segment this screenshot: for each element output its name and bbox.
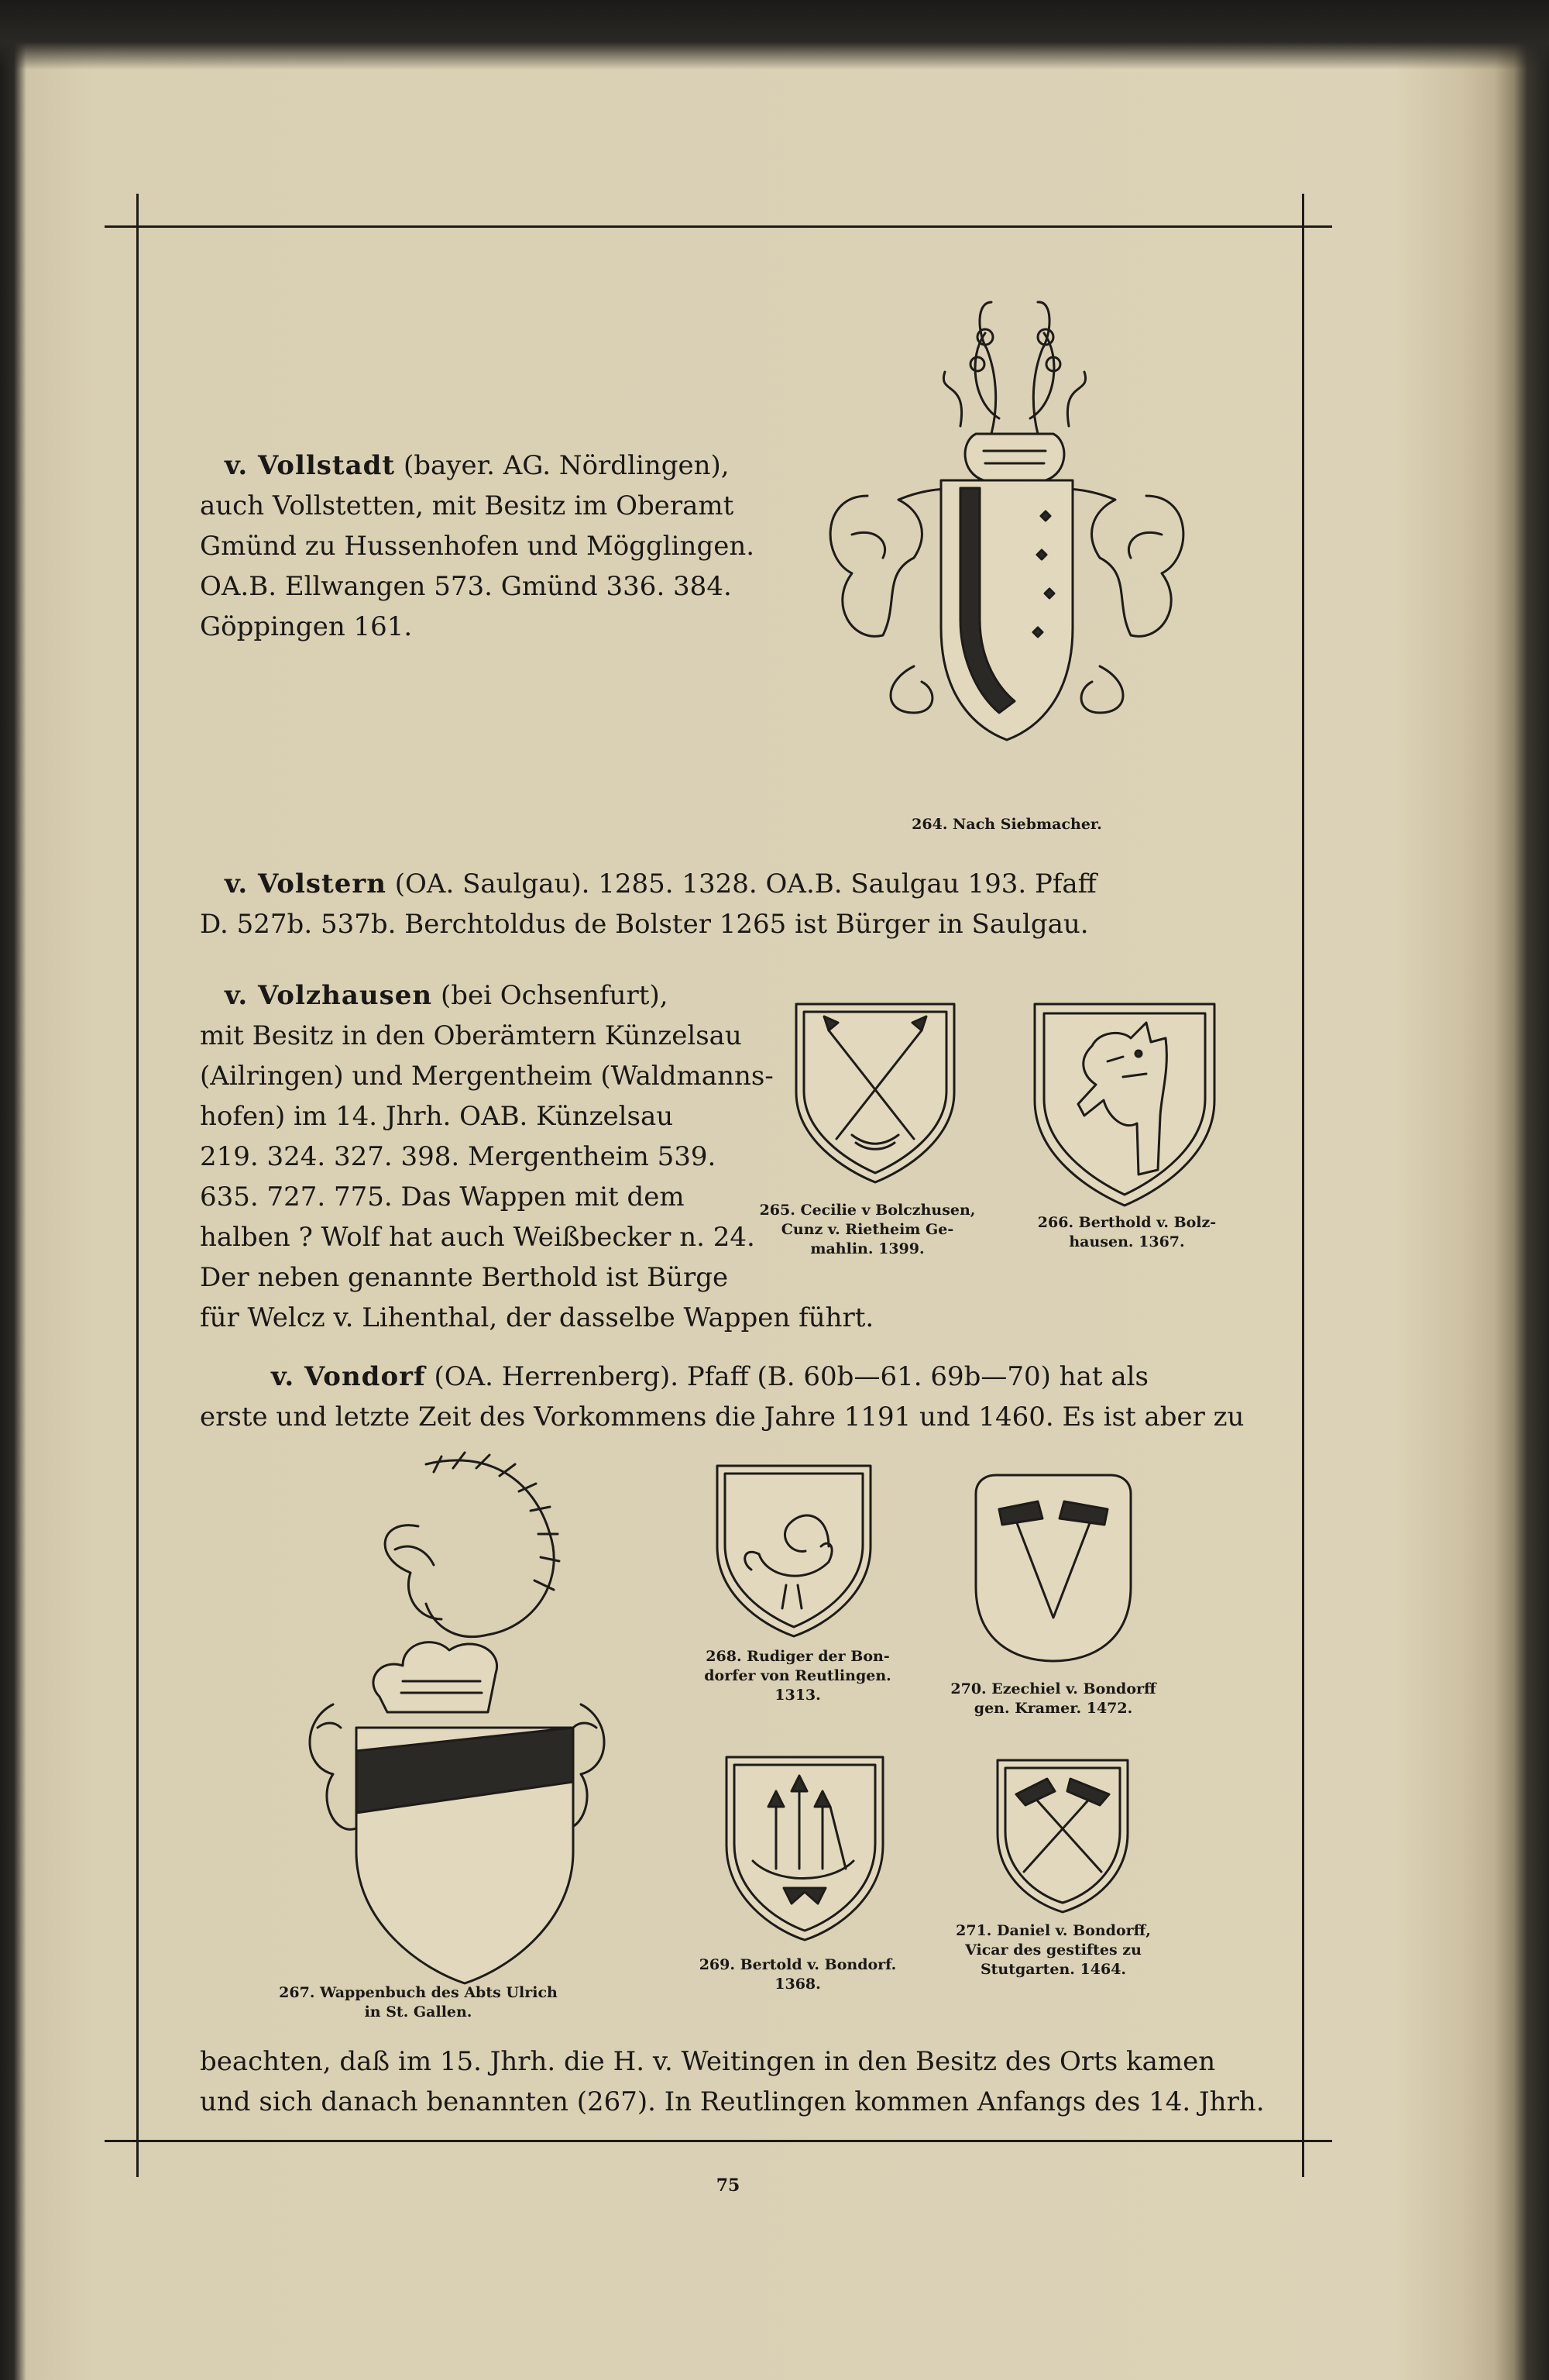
entry-volzhausen-line-5: 219. 324. 327. 398. Mergentheim 539. [200,1141,716,1172]
entry-volstern-line-2: D. 527b. 537b. Berchtoldus de Bolster 1265 ist Bürger in Saulgau. [200,909,1089,940]
entry-volzhausen-line-3: (Ailringen) und Mergentheim (Waldmanns- [200,1061,774,1092]
caption-268-line-2: dorfer von Reutlingen. [704,1667,891,1684]
entry-vollstadt-line-3: Gmünd zu Hussenhofen und Mögglingen. [200,531,755,562]
entry-vollstadt-line-5: Göppingen 161. [200,611,413,642]
page-number: 75 [716,2175,740,2196]
scan-top-edge [0,0,1549,70]
caption-268 [674,1647,922,1705]
caption-265-line-3: mahlin. 1399. [810,1240,925,1257]
caption-271-line-1: 271. Daniel v. Bondorff, [956,1922,1151,1939]
frame-left-line [136,194,139,2177]
caption-268-line-3: 1313. [774,1687,821,1704]
caption-265-line-1: 265. Cecilie v Bolczhusen, [759,1202,976,1219]
caption-264: 264. Nach Siebmacher. [912,816,1102,833]
frame-bottom-line [105,2140,1332,2142]
caption-270-line-2: gen. Kramer. 1472. [974,1700,1133,1717]
caption-269-line-1: 269. Bertold v. Bondorf. [699,1956,897,1973]
entry-volzhausen-line-8: Der neben genannte Berthold ist Bürge [200,1262,729,1293]
entry-volzhausen-line-4: hofen) im 14. Jhrh. OAB. Künzelsau [200,1101,674,1132]
entry-vollstadt-line-4: OA.B. Ellwangen 573. Gmünd 336. 384. [200,571,732,602]
caption-267-line-2: in St. Gallen. [364,2003,472,2021]
caption-271 [929,1921,1177,1979]
entry-volzhausen-line-7: halben ? Wolf hat auch Weißbecker n. 24. [200,1222,755,1253]
continuation-line-2: und sich danach benannten (267). In Reutlingen kommen Anfangs des 14. Jhrh. [200,2086,1265,2117]
crossed-spears-shield-icon [790,999,960,1185]
entry-volzhausen-line-6: 635. 727. 775. Das Wappen mit dem [200,1181,685,1212]
entry-vondorf-line-1: v. Vondorf (OA. Herrenberg). Pfaff (B. 60b—61. 69b—70) hat als [271,1361,1149,1392]
entry-volzhausen-line-9: für Welcz v. Lihenthal, der dasselbe Wappen führt. [200,1302,874,1333]
caption-267 [256,1983,581,2022]
entry-volzhausen-line-2: mit Besitz in den Oberämtern Künzelsau [200,1020,742,1051]
swan-shield-icon [713,1461,875,1639]
caption-269-line-2: 1368. [774,1976,821,1993]
caption-269 [674,1955,922,1994]
entry-vollstadt-line-1: v. Vollstadt (bayer. AG. Nördlingen), [225,450,730,481]
crown-and-tools-shield-icon [722,1752,888,1943]
crossed-hammers-shield-icon [968,1470,1139,1664]
caption-267-line-1: 267. Wappenbuch des Abts Ulrich [279,1984,558,2001]
caption-270 [929,1680,1177,1718]
entry-volstern-line-1: v. Volstern (OA. Saulgau). 1285. 1328. OA.B. Saulgau 193. Pfaff [225,868,1097,899]
helmed-coat-of-arms-icon [805,279,1208,775]
frame-right-line [1302,194,1304,2177]
entry-volzhausen-line-1: v. Volzhausen (bei Ochsenfurt), [225,980,668,1011]
caption-270-line-1: 270. Ezechiel v. Bondorff [950,1680,1156,1697]
caption-266 [1015,1213,1239,1252]
crossed-hammers-small-shield-icon [993,1756,1132,1915]
caption-265 [744,1201,991,1259]
frame-top-line [105,225,1332,228]
caption-271-line-3: Stutgarten. 1464. [980,1961,1127,1978]
half-wolf-shield-icon [1030,999,1219,1209]
caption-266-line-2: hausen. 1367. [1069,1233,1185,1250]
caption-266-line-1: 266. Berthold v. Bolz- [1037,1214,1217,1231]
entry-vollstadt-line-2: auch Vollstetten, mit Besitz im Oberamt [200,490,734,521]
helmed-crest-coat-of-arms-icon [287,1449,635,1991]
caption-265-line-2: Cunz v. Rietheim Ge- [781,1221,954,1238]
caption-271-line-2: Vicar des gestiftes zu [965,1941,1142,1959]
caption-268-line-1: 268. Rudiger der Bon- [706,1648,890,1665]
entry-vondorf-line-2: erste und letzte Zeit des Vorkommens die Jahre 1191 und 1460. Es ist aber zu [200,1402,1245,1432]
continuation-line-1: beachten, daß im 15. Jhrh. die H. v. Weitingen in den Besitz des Orts kamen [200,2046,1216,2077]
